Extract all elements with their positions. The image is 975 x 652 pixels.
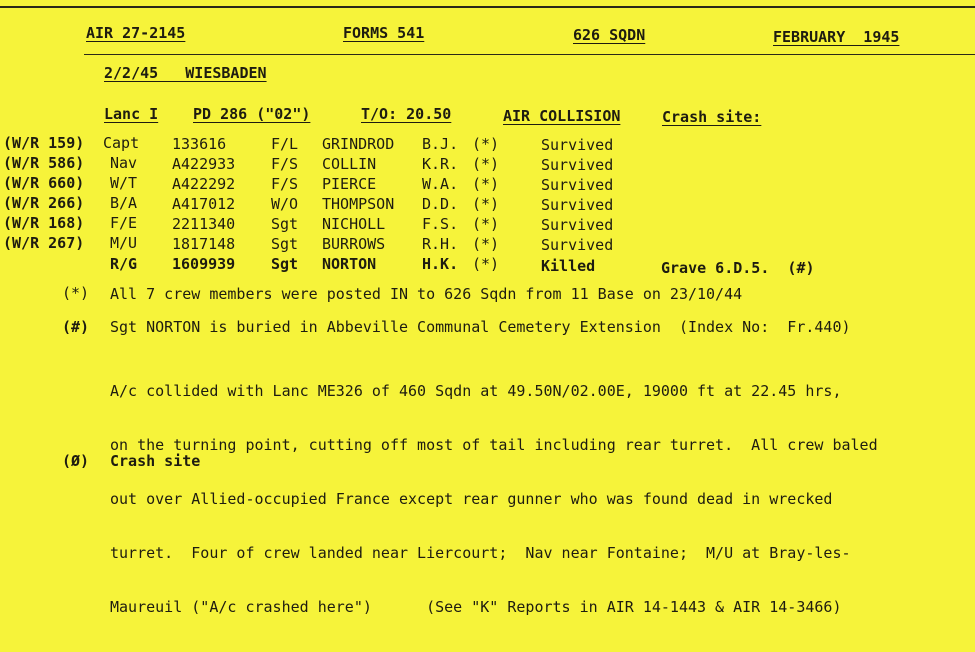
crew-number: A422292 [172,175,236,193]
crew-role: F/E [110,214,138,232]
crew-number: 1609939 [172,255,236,273]
crew-mark: (*) [472,155,500,173]
crew-initials: B.J. [422,135,459,153]
crew-mark: (*) [472,215,500,233]
crew-number: A417012 [172,195,236,213]
note-null-marker: (Ø) [62,452,90,470]
crew-mark: (*) [472,135,500,153]
header-rule [84,54,975,55]
crew-role: R/G [110,255,138,273]
narrative-line: turret. Four of crew landed near Liercourt; Nav near Fontaine; M/U at Bray-les- [110,544,851,562]
crew-number: A422933 [172,155,236,173]
aircraft-takeoff: T/O: 20.50 [361,105,452,123]
crew-surname: COLLIN [322,155,377,173]
crew-rank: Sgt [271,255,299,273]
note-hash-text: Sgt NORTON is buried in Abbeville Communal Cemetery Extension (Index No: Fr.440) [110,318,851,336]
note-hash-marker: (#) [62,318,90,336]
crew-rank: F/L [271,135,299,153]
crew-wr-ref: (W/R 168) [3,214,85,232]
crew-status: Killed [541,257,596,275]
crew-status: Survived [541,236,614,254]
crew-surname: GRINDROD [322,135,395,153]
aircraft-fate: AIR COLLISION [503,107,621,125]
narrative-line: Maureuil ("A/c crashed here") (See "K" Reports in AIR 14-1443 & AIR 14-3466) [110,598,842,616]
crew-surname: PIERCE [322,175,377,193]
crew-role: B/A [110,194,138,212]
crew-mark: (*) [472,175,500,193]
top-rule [0,6,975,8]
crew-rank: Sgt [271,215,299,233]
crew-rank: F/S [271,155,299,173]
crew-role: Nav [110,154,138,172]
crew-initials: D.D. [422,195,459,213]
aircraft-type: Lanc I [104,105,159,123]
crew-wr-ref: (W/R 266) [3,194,85,212]
crew-status: Survived [541,156,614,174]
narrative-paragraph [110,346,970,652]
header-ref: AIR 27-2145 [86,24,186,42]
narrative-line: out over Allied-occupied France except rear gunner who was found dead in wrecked [110,490,833,508]
crew-wr-ref: (W/R 267) [3,234,85,252]
crew-role: W/T [110,174,138,192]
header-squadron: 626 SQDN [573,26,646,44]
crew-role: Capt [103,134,140,152]
crew-number: 133616 [172,135,227,153]
crew-wr-ref: (W/R 586) [3,154,85,172]
crew-surname: BURROWS [322,235,386,253]
crew-role: M/U [110,234,138,252]
crew-rank: F/S [271,175,299,193]
header-month: FEBRUARY 1945 [773,28,900,46]
crew-wr-ref: (W/R 159) [3,134,85,152]
crew-initials: F.S. [422,215,459,233]
note-star-marker: (*) [62,284,90,302]
crew-surname: THOMPSON [322,195,395,213]
crew-mark: (*) [472,255,500,273]
header-forms: FORMS 541 [343,24,425,42]
crew-wr-ref: (W/R 660) [3,174,85,192]
crew-status: Survived [541,196,614,214]
crew-grave: Grave 6.D.5. (#) [661,259,815,277]
crew-mark: (*) [472,195,500,213]
narrative-line: A/c collided with Lanc ME326 of 460 Sqdn at 49.50N/02.00E, 19000 ft at 22.45 hrs, [110,382,842,400]
crew-initials: K.R. [422,155,459,173]
crew-surname: NICHOLL [322,215,386,233]
crew-status: Survived [541,136,614,154]
aircraft-crash-site: Crash site: [662,108,762,126]
crew-number: 1817148 [172,235,236,253]
crew-initials: H.K. [422,255,459,273]
crew-rank: W/O [271,195,299,213]
crew-mark: (*) [472,235,500,253]
narrative-line: on the turning point, cutting off most of tail including rear turret. All crew baled [110,436,878,454]
crew-number: 2211340 [172,215,236,233]
aircraft-serial: PD 286 ("02") [193,105,311,123]
note-null-text: Crash site [110,452,201,470]
crew-initials: R.H. [422,235,459,253]
crew-status: Survived [541,176,614,194]
crew-initials: W.A. [422,175,459,193]
crew-surname: NORTON [322,255,377,273]
crew-rank: Sgt [271,235,299,253]
raid-date-target: 2/2/45 WIESBADEN [104,64,267,82]
crew-status: Survived [541,216,614,234]
note-star-text: All 7 crew members were posted IN to 626 Sqdn from 11 Base on 23/10/44 [110,285,743,303]
